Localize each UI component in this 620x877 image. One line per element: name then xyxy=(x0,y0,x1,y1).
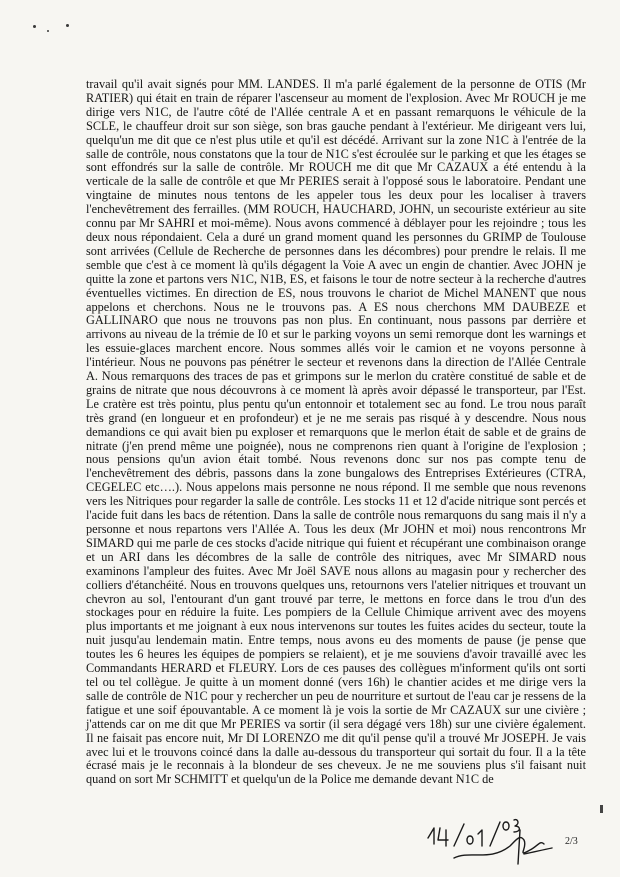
margin-mark xyxy=(600,805,603,813)
handwritten-date-signature xyxy=(420,810,580,866)
document-body xyxy=(86,78,586,787)
scan-speck xyxy=(66,24,69,27)
page-number: 2/3 xyxy=(565,836,578,847)
scan-speck xyxy=(33,25,36,28)
scan-speck xyxy=(47,30,49,32)
paragraph: travail qu'il avait signés pour MM. LANDES. Il m'a parlé également de la personne de OTIS (Mr RATIER) qui était en train de réparer l'ascenseur au moment de l'explosion. Avec Mr ROUCH je me dirige vers N1C, de l'autre côté de l'Allée centrale A et en passant remarquons le véhicule de la SCLE, le chauffeur droit sur son siège, son bras gauche pendant à l'extérieur. Me dirigeant vers lui, quelqu'un me dit que ce n'est plus utile et qu'il est décédé. Arrivant sur la zone N1C à l'entrée de la salle de contrôle, nous constatons que la tour de N1C s'est écroulée sur le parking et que les étages se sont effondrés sur la salle de contrôle. Mr ROUCH me dit que Mr CAZAUX a été entendu à la verticale de la salle de contrôle et que Mr PERIES serait à l'opposé sous le laboratoire. Pendant une vingtaine de minutes nous tentons de les appeler tous les deux pour les localiser à travers l'enchevêtrement des ferrailles. (MM ROUCH, HAUCHARD, JOHN, un secouriste extérieur au site connu par Mr SAHRI et moi-même). Nous avons commencé à déblayer pour les rejoindre ; tous les deux nous répondaient. Cela a duré un grand moment quand les personnes du GRIMP de Toulouse sont arrivées (Cellule de Recherche de personnes dans les décombres) pour prendre le relais. Il me semble que c'est à ce moment là qu'ils dégagent la Voie A avec un engin de chantier. Avec JOHN je quitte la zone et partons vers N1C, N1B, ES, et faisons le tour de notre secteur à la recherche d'autres éventuelles victimes. En direction de ES, nous trouvons le chariot de Michel MANENT que nous appelons et cherchons. Nous ne le trouvons pas. A ES nous cherchons MM DAUBEZE et GALLINARO que nous ne trouvons pas non plus. En continuant, nous passons par derrière et arrivons au niveau de la trémie de I0 et sur le parking voyons un semi remorque dont les warnings et les essuie-glaces marchent encore. Nous sommes allés voir le camion et ne voyons personne à l'intérieur. Nous ne pouvons pas pénétrer le secteur et revenons dans la direction de l'Allée Centrale A. Nous remarquons des traces de pas et grimpons sur le merlon du cratère constitué de sable et de grains de nitrate que nous découvrons à ce moment là après avoir dépassé le transporteur, par l'Est. Le cratère est très pointu, plus pentu qu'un entonnoir et totalement sec au fond. Le trou nous paraît très grand (en longueur et en profondeur) et je ne me serais pas risqué à y descendre. Nous nous demandions ce qui avait bien pu exploser et remarquons que le merlon était de sable et de grains de nitrate (j'en prend même une poignée), nous ne comprenons rien quant à l'origine de l'explosion ; nous pensions qu'un avion était tombé. Nous revenons donc sur nos pas compte tenu de l'enchevêtrement des débris, passons dans la zone bungalows des Entreprises Extérieures (CTRA, CEGELEC etc….). Nous appelons mais personne ne nous répond. Il me semble que nous revenons vers les Nitriques pour regarder la salle de contrôle. Les stocks 11 et 12 d'acide nitrique sont percés et l'acide fuit dans les bacs de rétention. Dans la salle de contrôle nous remarquons du sang mais il n'y a personne et nous repartons vers l'Allée A. Tous les deux (Mr JOHN et moi) nous rencontrons Mr SIMARD qui me parle de ces stocks d'acide nitrique qui fuient et récupérant une combinaison orange et un ARI dans les décombres de la salle de contrôle des nitriques, avec Mr SIMARD nous examinons l'ampleur des fuites. Avec Mr Joël SAVE nous allons au magasin pour y rechercher des colliers d'étanchéité. Nous en trouvons quelques uns, retournons vers l'atelier nitriques et trouvant un chevron au sol, l'entourant d'un gant trouvé par terre, le mettons en force dans le trou d'un des stockages pour en réduire la fuite. Les pompiers de la Cellule Chimique arrivent avec des moyens plus importants et me joignant à eux nous intervenons sur toutes les fuites acides du secteur, toute la nuit jusqu'au lendemain matin. Entre temps, nous avons eu des moments de pause (je pense que toutes les 6 heures les équipes de pompiers se relaient), et je me souviens d'avoir travaillé avec les Commandants HERARD et FLEURY. Lors de ces pauses des collègues m'informent qu'ils ont sorti tel ou tel collègue. Je quitte à un moment donné (vers 16h) le chantier acides et me dirige vers la salle de contrôle de N1C pour y rechercher un peu de nourriture et surtout de l'eau car je ressens de la fatigue et une soif épouvantable. A ce moment là je vois la sortie de Mr CAZAUX sur une civière ; j'attends car on me dit que Mr PERIES va sortir (il sera dégagé vers 18h) sur une civière également. Il ne faisait pas encore nuit, Mr DI LORENZO me dit qu'il pense qu'il a trouvé Mr JOSEPH. Je vais avec lui et le trouvons coincé dans la dalle au-dessous du transporteur qui sortait du four. Il a la tête écrasé mais je le reconnais à la blondeur de ses cheveux. Je ne me souviens plus s'il faisant nuit quand on sort Mr SCHMITT et quelqu'un de la Police me demande devant N1C de xyxy=(86,77,586,787)
